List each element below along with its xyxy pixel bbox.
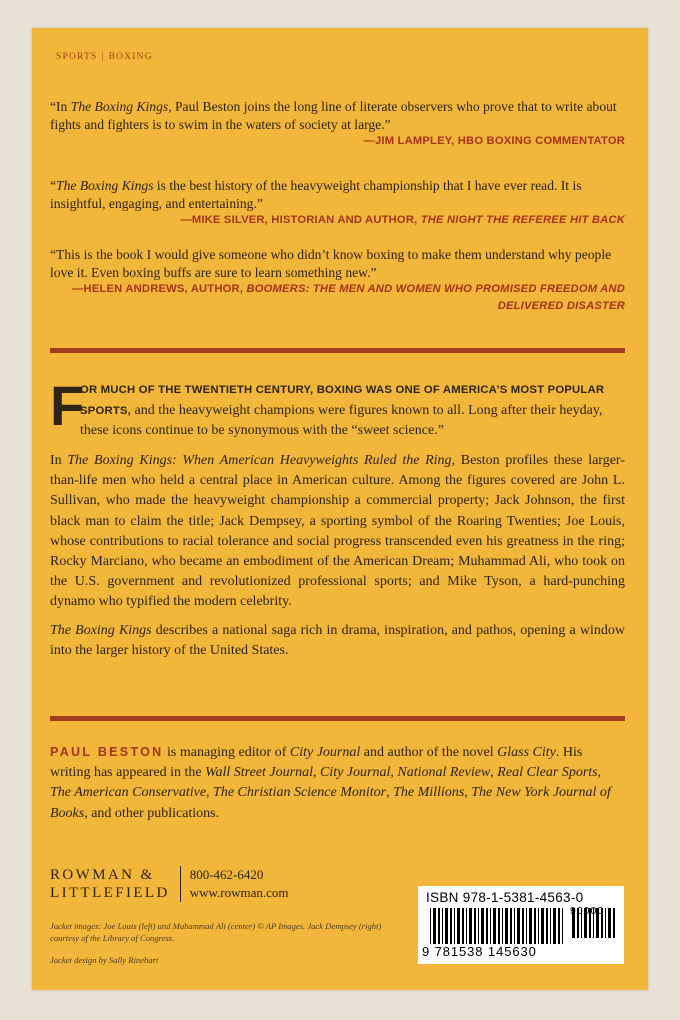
bio-publication: City Journal <box>319 765 391 781</box>
barcode-bar <box>510 908 512 944</box>
description-paragraph-1 <box>50 451 625 613</box>
barcode-bar <box>438 908 440 944</box>
barcode-bar <box>493 908 496 944</box>
bio-publication: The Millions <box>393 785 465 801</box>
barcode-bar <box>466 908 467 944</box>
bio-text: is managing editor of <box>163 745 290 760</box>
barcode-bar <box>608 908 611 938</box>
barcode-bar <box>469 908 472 944</box>
bio-publication: National Review <box>397 765 491 781</box>
barcode-bar <box>522 908 524 944</box>
category-separator: | <box>101 52 105 62</box>
description-book-title: The Boxing Kings <box>50 622 152 638</box>
barcode-bar <box>457 908 460 944</box>
author-bio <box>50 742 625 824</box>
description-text: In <box>50 453 68 468</box>
barcode-bar <box>502 908 503 944</box>
isbn-barcode <box>418 886 624 964</box>
barcode-bar <box>486 908 488 944</box>
attribution-name: —HELEN ANDREWS, AUTHOR, <box>72 283 247 295</box>
blurb-text-part: “ <box>50 178 57 193</box>
blurb-book-title: The Boxing Kings <box>56 178 154 193</box>
intro-lead-caps: OR MUCH OF THE TWENTIETH CENTURY, BOXING WAS ONE OF AMERICA’S MOST POPULAR SPORTS, <box>80 384 605 417</box>
publisher-logo <box>50 866 181 902</box>
bio-publication: The Christian Science Monitor <box>213 785 387 801</box>
barcode-bar <box>553 908 556 944</box>
publisher-contact <box>181 866 289 902</box>
bio-publication: The New York Journal of Books <box>50 785 611 821</box>
bio-text: , <box>206 785 214 801</box>
barcode-bar <box>517 908 520 944</box>
blurb-quote-3 <box>50 246 625 315</box>
publisher-block <box>50 866 289 902</box>
bio-publication: Wall Street Journal <box>205 765 313 781</box>
blurb-text-part: , Paul Beston joins the long line of literate observers who prove that to write about fights and fighters is to swim in the waters of society at large.” <box>50 99 617 132</box>
attribution-name: —MIKE SILVER, HISTORIAN AND AUTHOR, <box>180 214 421 226</box>
description <box>50 451 625 669</box>
barcode-bar <box>526 908 527 944</box>
drop-cap: F <box>50 374 85 437</box>
bio-text: , <box>464 785 472 801</box>
barcode-bar <box>462 908 464 944</box>
barcode-bar <box>613 908 615 938</box>
description-book-title: The Boxing Kings: When American Heavyweights Ruled the Ring <box>67 453 452 468</box>
barcode-bar <box>514 908 515 944</box>
bio-text: , <box>386 785 394 801</box>
barcode-bar <box>450 908 452 944</box>
blurb-text: “This is the book I would give someone who didn’t know boxing to make them understand why people love it. Even boxing buffs are sure to learn something new.” <box>50 247 612 280</box>
category-label <box>56 52 153 62</box>
image-credits: Jacket images: Joe Louis (left) and Muhammad Ali (center) © AP Images. Jack Dempsey (right) courtesy of the Library of Congress. <box>50 921 382 943</box>
barcode-bar <box>445 908 448 944</box>
publisher-phone: 800-462-6420 <box>189 867 264 882</box>
bio-text: , <box>390 765 398 781</box>
barcode-bar <box>505 908 508 944</box>
attribution-book-title: BOOMERS: THE MEN AND WOMEN WHO PROMISED FREEDOM AND DELIVERED DISASTER <box>246 283 625 312</box>
barcode-bar <box>478 908 479 944</box>
blurb-text-part: “In <box>50 99 71 114</box>
barcode-bar <box>558 908 560 944</box>
barcode-bar <box>550 908 551 944</box>
intro-rest: and the heavyweight champions were figures known to all. Long after their heyday, these icons continue to be synonymous with the “sweet science.” <box>80 402 603 438</box>
blurb-attribution <box>50 212 625 229</box>
blurb-book-title: The Boxing Kings <box>70 99 169 114</box>
blurb-attribution <box>50 281 625 315</box>
attribution-book-title: THE NIGHT THE REFEREE HIT BACK <box>420 214 625 226</box>
author-name: PAUL BESTON <box>50 745 164 759</box>
intro-paragraph <box>50 374 625 441</box>
category-boxing: BOXING <box>108 52 153 62</box>
blurb-quote-2 <box>50 177 625 229</box>
barcode-bar <box>605 908 606 938</box>
barcode-bar <box>442 908 443 944</box>
barcode-bar <box>430 908 431 944</box>
blurb-text-part: is the best history of the heavyweight championship that I have ever read. It is insightful, engaging, and entertaining.” <box>50 178 582 211</box>
barcode-bar <box>538 908 539 944</box>
bio-text: . His writing has appeared in the <box>50 745 583 781</box>
barcode-bar <box>534 908 536 944</box>
blurb-attribution: —JIM LAMPLEY, HBO BOXING COMMENTATOR <box>363 135 625 147</box>
bio-text: , <box>490 765 498 781</box>
bio-text: , <box>597 765 602 781</box>
barcode-bar <box>562 908 563 944</box>
blurb-text <box>50 98 625 133</box>
blurb-text <box>50 177 625 212</box>
publisher-name-line-1: ROWMAN & <box>50 867 155 883</box>
isbn-label: ISBN 978-1-5381-4563-0 <box>426 890 584 905</box>
bio-publication: City Journal <box>289 745 361 760</box>
design-credit: Jacket design by Sally Rinehart <box>50 955 159 965</box>
barcode-bar <box>541 908 544 944</box>
barcode-bar <box>454 908 455 944</box>
publisher-name-line-2: LITTLEFIELD <box>50 885 170 901</box>
bio-text: and author of the novel <box>360 745 498 760</box>
blurb-quote-1 <box>50 98 625 150</box>
barcode-bar <box>474 908 476 944</box>
divider-rule-top <box>50 348 625 353</box>
barcode-bar <box>481 908 484 944</box>
barcode-bar <box>490 908 491 944</box>
addon-digits: 90000 <box>570 905 605 917</box>
bio-publication: The American Conservative <box>50 785 207 801</box>
description-paragraph-2 <box>50 621 625 661</box>
bio-text: , <box>312 765 320 781</box>
category-sports: SPORTS <box>56 52 98 62</box>
jacket-credits <box>50 920 410 976</box>
bio-publication: Real Clear Sports <box>497 765 598 781</box>
bio-text: , and other publications. <box>84 805 220 821</box>
description-text: , Beston profiles these larger-than-life men who held a central place in American culture. Among the figures covered are John L. Sullivan, who made the heavyweight championship a commercial property; Jack Johnson, the first black man to claim the title; Jack Dempsey, a sporting symbol of the Roaring Twenties; Joe Louis, whose contributions to racial tolerance and social progress transcended even his greatness in the ring; Rocky Marciano, who became an embodiment of the American Dream; Muhammad Ali, who took on the U.S. government and revolutionized professional sports; and Mike Tyson, a hard-punching dynamo who typified the modern celebrity. <box>50 453 625 610</box>
barcode-bar <box>546 908 548 944</box>
divider-rule-bottom <box>50 716 625 721</box>
barcode-bar <box>529 908 532 944</box>
bio-publication: Glass City <box>497 745 556 760</box>
barcode-bar <box>498 908 500 944</box>
barcode-bar <box>433 908 436 944</box>
publisher-website: www.rowman.com <box>189 885 289 900</box>
description-text: describes a national saga rich in drama, inspiration, and pathos, opening a window into the larger history of the United States. <box>50 622 625 658</box>
back-cover <box>32 28 648 990</box>
ean-digits: 9 781538 145630 <box>422 944 537 959</box>
